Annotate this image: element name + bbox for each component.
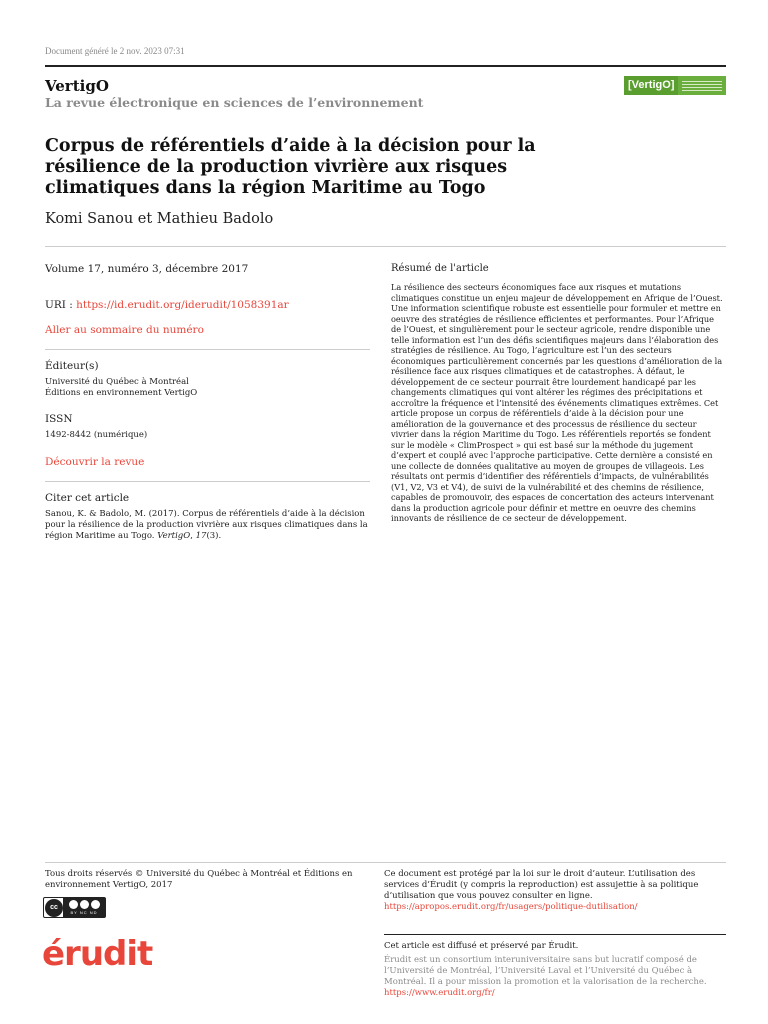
erudit-link[interactable]: https://www.erudit.org/fr/ [384,988,495,998]
editeur-1: Université du Québec à Montréal [45,377,189,387]
journal-subtitle: La revue électronique en sciences de l’environnement [45,95,424,110]
separator [45,481,370,482]
policy-link[interactable]: https://apropos.erudit.org/fr/usagers/politique-dutilisation/ [384,902,638,912]
resume-label: Résumé de l'article [391,263,489,274]
citation-sep: , [190,531,196,541]
copyright-protection [384,869,726,913]
citation-text: Sanou, K. & Badolo, M. (2017). Corpus de référentiels d’aide à la décision pour la résilience de la production vivrière aux risques climatiques dans la région Maritime au Togo. [45,509,368,541]
copyright-notice: Tous droits réservés © Université du Québec à Montréal et Éditions en environnement VertigO, 2017 [45,869,353,890]
volume-info: Volume 17, numéro 3, décembre 2017 [45,263,249,275]
decouvrir-link[interactable]: Découvrir la revue [45,456,145,468]
cc-conditions [63,898,105,917]
footer-rule-dark [384,934,726,935]
uri-label: URI : [45,299,77,311]
citation [45,509,370,542]
sommaire-link[interactable]: Aller au sommaire du numéro [45,324,204,336]
uri-link[interactable]: https://id.erudit.org/iderudit/1058391ar [76,299,289,311]
citer-label: Citer cet article [45,492,130,504]
abstract-text: La résilience des secteurs économiques face aux risques et mutations climatiques constitue un enjeu majeur de développement en Afrique de l’Ouest. Une information scientifique robuste est essentielle pour formuler et mettre en oeuvre des stratégies de résilience efficientes et performantes. Pour l’Afrique de l’Ouest, et singulièrement pour le secteur agricole, rendre disponible une telle information est l’un des défis scientifiques majeurs dans l’élaboration des stratégies de résilience. Au Togo, l’agriculture est l’un des secteurs économiques particulièrement concernés par les questions d’amélioration de la résilience face aux risques climatiques et de catastrophes. À défaut, le développement de ce secteur pourrait être lourdement handicapé par les changements climatiques qui vont altérer les régimes des précipitations et accroître la fréquence et l’intensité des événements climatiques extrêmes. Cet article propose un corpus de référentiels d’aide à la décision pour une amélioration de la gouvernance et des processus de résilience du secteur vivrier dans la région Maritime du Togo. Les référentiels reportés se fondent sur le modèle « ClimProspect » qui est basé sur la méthode du jugement d’expert et couplé avec l’approche participative. Cette dernière a consisté en une collecte de données qualitative au moyen de groupes de villageois. Les résultats ont permis d’identifier des référentiels d’impacts, de vulnérabilités (V1, V2, V3 et V4), de suivi de la vulnérabilité et des chemins de résilience, capables de promouvoir, des espaces de concertation des acteurs intervenant dans la production agricole pour définir et mettre en oeuvre des chemins innovants de résilience de ce secteur de développement. [391,282,723,523]
header-rule [45,246,726,247]
footer-rule [45,862,726,863]
issn-label: ISSN [45,413,73,425]
erudit-logo[interactable]: érudit [42,934,153,974]
vertigo-logo[interactable] [624,76,726,95]
by-icon [69,900,78,909]
cc-icon: cc [45,899,63,917]
issn-value: 1492-8442 (numérique) [45,430,148,440]
editeur-2: Éditions en environnement VertigO [45,388,198,398]
protection-text: Ce document est protégé par la loi sur le droit d’auteur. L’utilisation des services d’Érudit (y compris la reproduction) est assujettie à sa politique d’utilisation que vous pouvez consulter en ligne. [384,869,699,901]
consortium-text: Érudit est un consortium interuniversitaire sans but lucratif composé de l’Université de Montréal, l’Université Laval et l’Université du Québec à Montréal. Il a pour mission la promotion et la valorisation de la recherche. [384,955,707,987]
uri-line [45,299,370,311]
nd-icon [91,900,100,909]
vertigo-logo-lines [678,81,726,91]
cc-license-badge[interactable] [43,897,106,918]
citation-volume: 17 [195,531,207,541]
generated-date: Document généré le 2 nov. 2023 07:31 [45,46,185,56]
abstract-section [391,263,726,524]
top-rule [45,65,726,67]
citation-journal: VertigO [157,531,191,541]
article-metadata [45,263,370,542]
vertigo-logo-word: [VertigO] [624,76,678,95]
separator [45,349,370,350]
journal-name: VertigO [45,77,109,95]
nc-icon [80,900,89,909]
citation-issue: (3). [206,531,222,541]
article-authors: Komi Sanou et Mathieu Badolo [45,211,274,227]
article-title: Corpus de référentiels d’aide à la décision pour la résilience de la production vivrière aux risques climatiques dans la région Maritime au Togo [45,136,536,198]
diffusion-notice: Cet article est diffusé et préservé par Érudit. [384,941,579,951]
cc-condition-icons [69,900,100,909]
consortium-notice [384,955,726,999]
editeurs-label: Éditeur(s) [45,360,99,372]
cc-terms: BY NC ND [70,910,98,916]
